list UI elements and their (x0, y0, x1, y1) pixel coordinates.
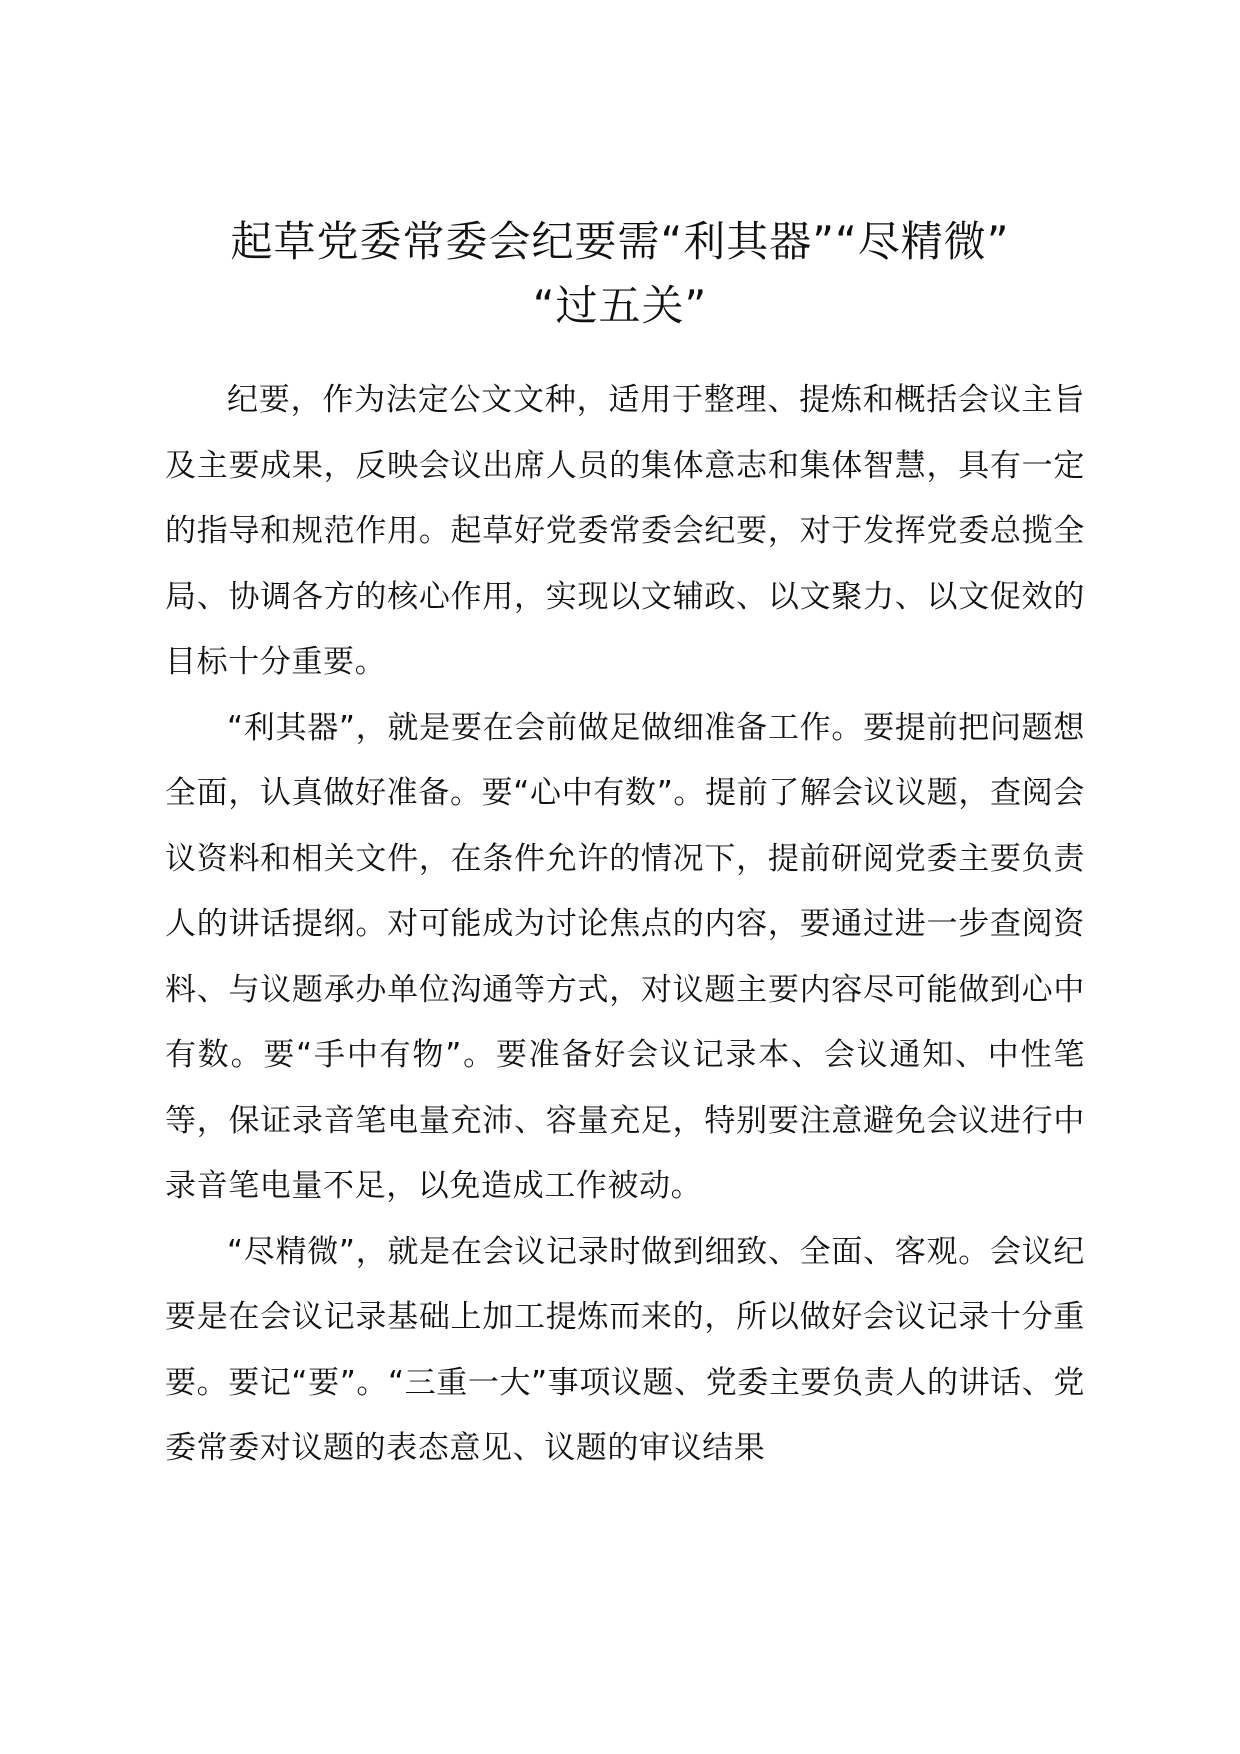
title-line-2: “过五关” (532, 281, 708, 330)
paragraph-intro: 纪要，作为法定公文文种，适用于整理、提炼和概括会议主旨及主要成果，反映会议出席人员的集体意志和集体智慧，具有一定的指导和规范作用。起草好党委常委会纪要，对于发挥党委总揽全局、协调各方的核心作用，实现以文辅政、以文聚力、以文促效的目标十分重要。 (165, 382, 1085, 680)
document-title (150, 210, 1090, 338)
paragraph-li-qi-qi: “利其器”，就是要在会前做足做细准备工作。要提前把问题想全面，认真做好准备。要“心中有数”。提前了解会议议题，查阅会议资料和相关文件，在条件允许的情况下，提前研阅党委主要负责人的讲话提纲。对可能成为讨论焦点的内容，要通过进一步查阅资料、与议题承办单位沟通等方式，对议题主要内容尽可能做到心中有数。要“手中有物”。要准备好会议记录本、会议通知、中性笔等，保证录音笔电量充沛、容量充足，特别要注意避免会议进行中录音笔电量不足，以免造成工作被动。 (165, 709, 1085, 1204)
paragraph-jin-jing-wei: “尽精微”，就是在会议记录时做到细致、全面、客观。会议纪要是在会议记录基础上加工提炼而来的，所以做好会议记录十分重要。要记“要”。“三重一大”事项议题、党委主要负责人的讲话、党委常委对议题的表态意见、议题的审议结果 (165, 1233, 1085, 1466)
document-body (165, 368, 1085, 1482)
title-line-1: 起草党委常委会纪要需“利其器”“尽精微” (230, 217, 1010, 266)
